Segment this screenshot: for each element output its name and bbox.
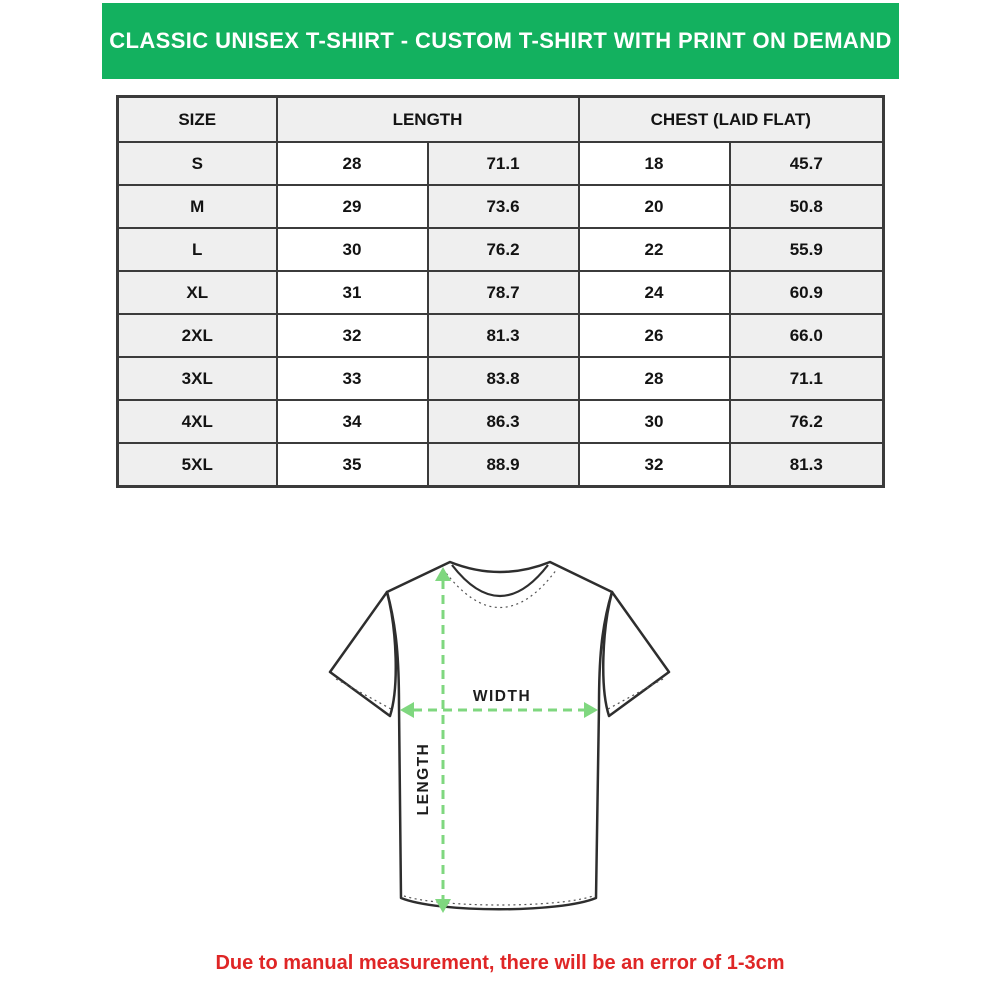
measurement-cell: 88.9	[428, 443, 579, 487]
measurement-disclaimer: Due to manual measurement, there will be an error of 1-3cm	[215, 952, 785, 974]
measurement-cell: 28	[277, 142, 428, 185]
size-row	[118, 443, 884, 487]
measurement-cell: 26	[579, 314, 730, 357]
measurement-cell: 83.8	[428, 357, 579, 400]
title-banner	[102, 3, 899, 79]
measurement-cell: 60.9	[730, 271, 884, 314]
size-label-cell: L	[118, 228, 277, 271]
measurement-cell: 31	[277, 271, 428, 314]
measurement-cell: 73.6	[428, 185, 579, 228]
measurement-cell: 32	[277, 314, 428, 357]
size-row	[118, 271, 884, 314]
measurement-cell: 71.1	[428, 142, 579, 185]
size-label-cell: 5XL	[118, 443, 277, 487]
measurement-cell: 22	[579, 228, 730, 271]
size-label-cell: S	[118, 142, 277, 185]
measurement-cell: 30	[277, 228, 428, 271]
size-table-head	[118, 97, 884, 143]
measurement-cell: 29	[277, 185, 428, 228]
size-table	[116, 95, 885, 488]
measurement-cell: 24	[579, 271, 730, 314]
measurement-cell: 66.0	[730, 314, 884, 357]
size-row	[118, 314, 884, 357]
size-label-cell: M	[118, 185, 277, 228]
measurement-cell: 76.2	[730, 400, 884, 443]
measurement-cell: 50.8	[730, 185, 884, 228]
measurement-cell: 55.9	[730, 228, 884, 271]
size-table-body	[118, 142, 884, 487]
measurement-cell: 81.3	[730, 443, 884, 487]
size-row	[118, 185, 884, 228]
measurement-cell: 30	[579, 400, 730, 443]
column-header: CHEST (LAID FLAT)	[579, 97, 884, 143]
measurement-cell: 18	[579, 142, 730, 185]
measurement-cell: 32	[579, 443, 730, 487]
tshirt-measurement-diagram	[320, 548, 680, 928]
size-label-cell: 4XL	[118, 400, 277, 443]
measurement-cell: 20	[579, 185, 730, 228]
size-row	[118, 228, 884, 271]
measurement-cell: 78.7	[428, 271, 579, 314]
measurement-cell: 86.3	[428, 400, 579, 443]
measurement-cell: 71.1	[730, 357, 884, 400]
measurement-cell: 34	[277, 400, 428, 443]
measurement-cell: 35	[277, 443, 428, 487]
size-label-cell: 2XL	[118, 314, 277, 357]
size-label-cell: XL	[118, 271, 277, 314]
measurement-cell: 45.7	[730, 142, 884, 185]
measurement-cell: 76.2	[428, 228, 579, 271]
size-row	[118, 357, 884, 400]
measurement-cell: 28	[579, 357, 730, 400]
measurement-cell: 33	[277, 357, 428, 400]
size-row	[118, 142, 884, 185]
measurement-cell: 81.3	[428, 314, 579, 357]
column-header: LENGTH	[277, 97, 579, 143]
page-title: CLASSIC UNISEX T-SHIRT - CUSTOM T-SHIRT WITH PRINT ON DEMAND	[109, 28, 892, 53]
tshirt-left-sleeve-icon	[330, 592, 396, 716]
size-table-head-row	[118, 97, 884, 143]
size-label-cell: 3XL	[118, 357, 277, 400]
tshirt-right-sleeve-icon	[603, 592, 669, 716]
tshirt-body-outline-icon	[387, 562, 612, 909]
size-row	[118, 400, 884, 443]
width-label: WIDTH	[472, 688, 532, 705]
length-label: LENGTH	[415, 742, 432, 816]
column-header: SIZE	[118, 97, 277, 143]
